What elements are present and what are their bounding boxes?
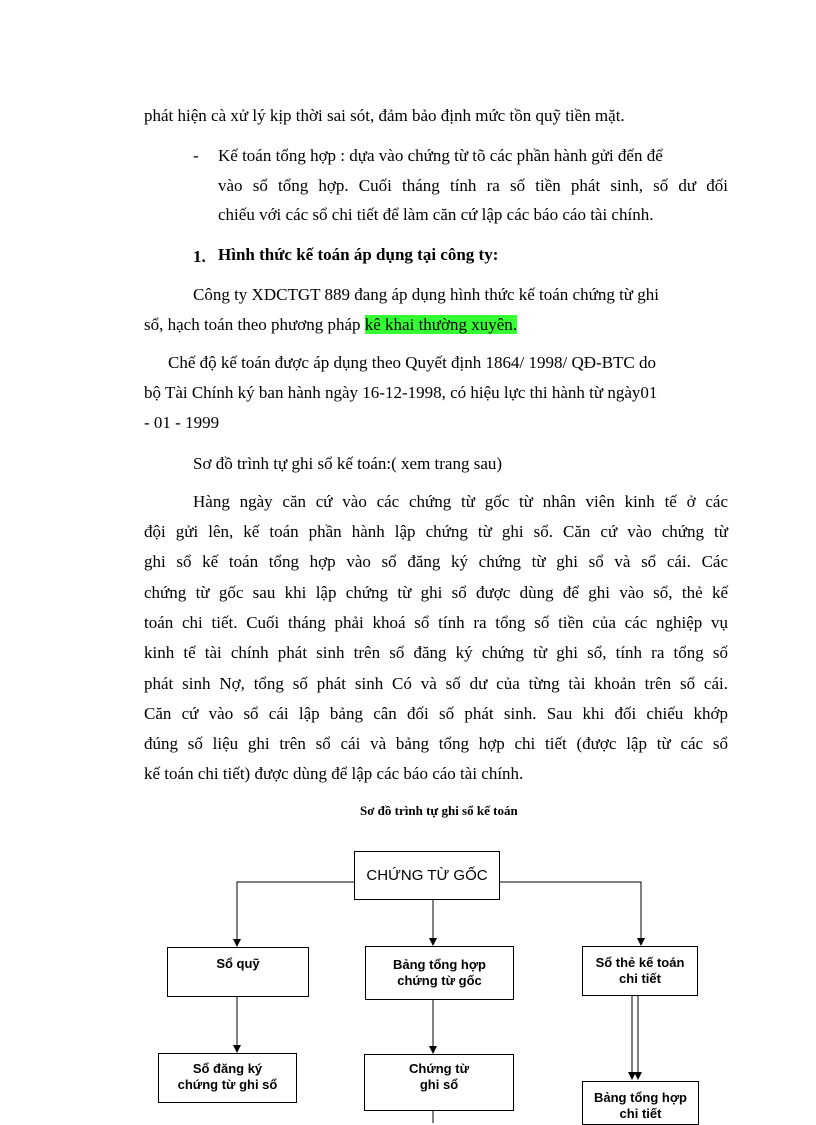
para4-line: ghi sổ kế toán tổng hợp vào sổ đăng ký chứng từ ghi sổ và sổ cái. Các xyxy=(144,552,728,571)
arrow-root-to-so-the xyxy=(499,882,641,945)
text-line-1: phát hiện cà xử lý kịp thời sai sót, đảm bảo định mức tồn quỹ tiền mặt. xyxy=(144,106,625,125)
para3: Sơ đồ trình tự ghi sổ kế toán:( xem trang sau) xyxy=(193,454,503,473)
bullet-line-3: chiếu với các sổ chi tiết để làm căn cứ lập các báo cáo tài chính. xyxy=(218,205,654,224)
para2-line-2: bộ Tài Chính ký ban hành ngày 16-12-1998, có hiệu lực thi hành từ ngày01 xyxy=(144,383,658,402)
box-so-quy-label: Sổ quỹ xyxy=(216,956,260,971)
arrow-root-to-so-quy xyxy=(237,882,355,946)
box-bang-th-line2: chứng từ gốc xyxy=(397,973,482,988)
box-chung-tu-goc xyxy=(354,851,500,900)
para4-line: đội gửi lên, kế toán phần hành lập chứng từ ghi sổ. Căn cứ vào chứng từ xyxy=(144,522,728,541)
box-so-dang-ky-line1: Sổ đăng ký xyxy=(192,1061,263,1076)
box-so-dang-ky-line2: chứng từ ghi sổ xyxy=(177,1077,278,1092)
section-heading: Hình thức kế toán áp dụng tại công ty: xyxy=(218,245,499,264)
box-bang-ct-line2: chi tiết xyxy=(619,1106,662,1121)
para4-line: kinh tế tài chính phát sinh trên sổ đăng ký chứng từ ghi sổ, tính ra tổng số xyxy=(144,643,728,662)
box-bang-ct-line1: Bảng tổng hợp xyxy=(594,1090,687,1105)
box-so-the-ke-toan xyxy=(582,946,698,996)
para4-line: toán chi tiết. Cuối tháng phải khoá sổ tính ra tổng số tiền của các nghiệp vụ xyxy=(144,613,728,632)
bullet-line-2: vào sổ tổng hợp. Cuối tháng tính ra số tiền phát sinh, số dư đối xyxy=(218,176,728,195)
highlighted-text: kê khai thường xuyên. xyxy=(364,315,518,334)
box-ctgs-line1: Chứng từ xyxy=(409,1061,469,1076)
para4-line: đúng số liệu ghi trên sổ cái và bảng tổng hợp chi tiết (được lập từ các sổ xyxy=(144,734,728,753)
box-bang-tong-hop-ctg xyxy=(365,946,514,1000)
para4-line: Căn cứ vào sổ cái lập bảng cân đối số phát sinh. Sau khi đối chiếu khớp xyxy=(144,704,728,723)
bullet-line-1-text: Kế toán tổng hợp : dựa vào chứng từ tõ các phần hành gửi đến để xyxy=(218,146,663,165)
box-chung-tu-goc-label: CHỨNG TỪ GỐC xyxy=(366,867,488,884)
diagram-caption: Sơ đồ trình tự ghi sổ kế toán xyxy=(360,803,518,818)
box-so-the-line1: Sổ thẻ kế toán xyxy=(595,955,685,970)
para4-line: phát sinh Nợ, tổng số phát sinh Có và số dư của từng tài khoản trên sổ cái. xyxy=(144,674,728,693)
para2-line-3: - 01 - 1999 xyxy=(144,413,220,432)
box-so-dang-ky xyxy=(158,1053,297,1103)
para1-line-2-text: sổ, hạch toán theo phương pháp xyxy=(144,315,361,334)
box-bang-th-line1: Bảng tổng hợp xyxy=(393,957,486,972)
box-so-quy xyxy=(167,947,309,997)
bullet-dash: - xyxy=(193,146,199,165)
para1-line-1: Công ty XDCTGT 889 đang áp dụng hình thức kế toán chứng từ ghi xyxy=(193,285,659,304)
para4-line: chứng từ gốc sau khi lập chứng từ ghi sổ được dùng để ghi vào sổ, thẻ kế xyxy=(144,583,728,602)
para4-line: kế toán chi tiết) được dùng để lập các báo cáo tài chính. xyxy=(144,764,524,783)
heading-number: 1. xyxy=(193,247,206,266)
box-so-the-line2: chi tiết xyxy=(619,971,661,986)
box-chung-tu-ghi-so xyxy=(364,1054,514,1111)
para2-line-1: Chế độ kế toán được áp dụng theo Quyết định 1864/ 1998/ QĐ-BTC do xyxy=(168,353,657,372)
box-ctgs-line2: ghi sổ xyxy=(419,1077,459,1092)
box-bang-tong-hop-chi-tiet xyxy=(582,1081,699,1125)
para4-line: Hàng ngày căn cứ vào các chứng từ gốc từ nhân viên kinh tế ở các xyxy=(193,492,728,511)
